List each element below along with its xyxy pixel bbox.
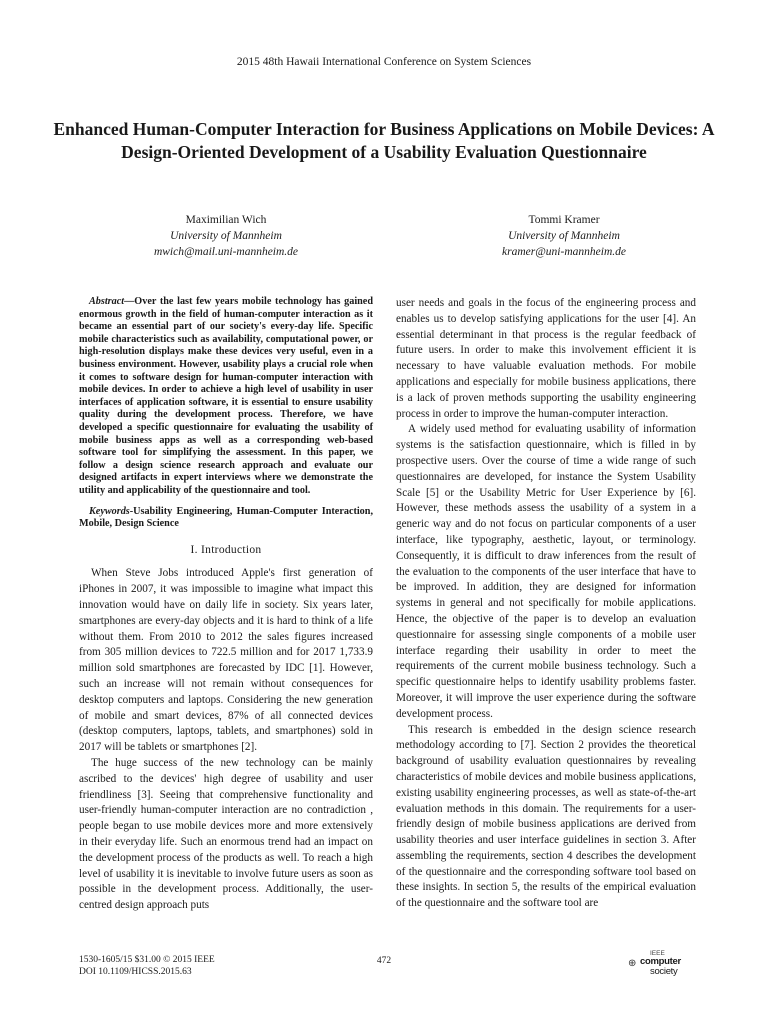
ieee-computer-society-logo <box>628 950 708 980</box>
author-block-1 <box>76 212 376 260</box>
paragraph: A widely used method for evaluating usability of information systems is the satisfaction questionnaire, which is filled in by prospective users. Over the course of time a wide range of such questionnaires are developed, for instance the System Usability Scale [5] or the Usability Metric for User Experience by [6]. However, these methods assess the usability of a system in a generic way and do not focus on particular components of a user interface, like typography, aesthetic, layout, or terminology. Consequently, it is difficult to draw inferences from the result of the evaluation to the components of the user interface that have to be improved. In addition, they are designed for information systems in general and not specifically for mobile applications. Hence, the objective of the paper is to develop an evaluation questionnaire for assessing single components of a mobile user interface regarding their usability in order to meet the requirements of the current mobile business technology. Such a specific questionnaire helps to identify usability problems faster. Moreover, it will improve the user experience during the software development process. <box>396 423 696 720</box>
author-block-2 <box>414 212 714 260</box>
issn-line: 1530-1605/15 $31.00 © 2015 IEEE <box>79 955 215 965</box>
paragraph: This research is embedded in the design science research methodology according to [7]. Section 2 provides the theoretical background of usability evaluation questionnaires by revealing characteristics of mobile devices and mobile business applications, existing usability engineering processes, as well as state-of-the-art evaluation methods in this domain. The requirements for a user-friendly design of mobile business applications are derived from usability theories and user interface guidelines in section 3. After assembling the requirements, section 4 describes the development of the questionnaire and the corresponding software tool based on these insights. In section 5, the results of the empirical evaluation of the questionnaire and the software tool are <box>396 723 696 910</box>
section-heading: I. Introduction <box>190 543 262 556</box>
logo-ieee-text: IEEE <box>650 950 665 957</box>
keywords <box>79 506 373 531</box>
keywords-text: -Usability Engineering, Human-Computer Interaction, Mobile, Design Science <box>79 505 373 530</box>
author-email: mwich@mail.uni-mannheim.de <box>153 246 299 258</box>
paragraph: The huge success of the new technology can be mainly ascribed to the devices' high degree of usability and user friendliness [3]. Seeing that comprehensive functionality and user-friendly human-computer interaction are no contradiction , people began to use mobile devices more and more extensively in their everyday life. Such an enormous trend had an impact on the development process of the products as well. To reach a high level of usability it is inevitable to involve future users as soon as possible in the development process. Additionally, the user-centred design approach puts <box>79 757 373 912</box>
logo-computer-text: computer <box>640 956 681 967</box>
paragraph: When Steve Jobs introduced Apple's first generation of iPhones in 2007, it was impossible to imagine what impact this innovation would have on daily life in society. Six years later, smartphones are every-day objects and it is hard to think of a life without them. From 2010 to 2012 the sales figures increased from 305 million devices to 722.5 million and for 2017 1,733.9 million sold smartphones are forecasted by IDC [1]. However, such an increase will not remain without consequences for desktop computers and laptops. Considering the new generation of mobile and smart devices, 87% of all connected devices (desktop computers, laptops, tablets, and smartphones) sold in 2017 will be tablets or smartphones [2]. <box>79 567 373 754</box>
author-name: Maximilian Wich <box>185 214 267 226</box>
logo-society-text: society <box>650 966 678 977</box>
conference-header: 2015 48th Hawaii International Conference on System Sciences <box>236 56 532 68</box>
author-name: Tommi Kramer <box>528 214 600 226</box>
paragraph: user needs and goals in the focus of the engineering process and enables us to develop satisfying applications for the user [4]. An essential determinant in that process is the regular feedback of future users. In order to make this involvement efficient it is necessary to have valuable evaluation methods. For mobile applications and especially for mobile business applications, there is a lack of proven methods supporting the usability engineering process in order to improve the human-computer interaction. <box>396 297 696 420</box>
paper-title: Enhanced Human-Computer Interaction for Business Applications on Mobile Devices: A Design-Oriented Development of a Usability Evaluation Questionnaire <box>53 119 715 162</box>
author-affiliation: University of Mannheim <box>508 230 620 242</box>
ieee-cs-logo-icon: ⊕ <box>628 958 637 969</box>
abstract <box>79 296 373 498</box>
left-column <box>79 296 373 914</box>
right-column <box>396 296 696 912</box>
abstract-text: —Over the last few years mobile technology has gained enormous growth in the field of human-computer interaction as it became an essential part of our society's every-day life. Specific mobile characteristics such as availability, computational power, or high-resolution displays make these devices very useful, even in a business environment. However, usability plays a crucial role when it comes to software design for human-computer interaction with mobile devices. In order to achieve a high level of usability in user interfaces of application software, it is essential to ensure usability quality during the development process. Therefore, we have developed a specific questionnaire for evaluating the usability of mobile business apps as well as a corresponding web-based software tool for simplifying the assessment. In this paper, we follow a design science research approach and evaluate our designed artifacts in expert interviews where we demonstrate the utility and applicability of the questionnaire and tool. <box>79 296 373 496</box>
doi-line: DOI 10.1109/HICSS.2015.63 <box>79 967 192 977</box>
abstract-lead: Abstract <box>89 296 125 307</box>
page-number: 472 <box>376 956 392 966</box>
author-email: kramer@uni-mannheim.de <box>502 246 626 258</box>
author-affiliation: University of Mannheim <box>170 230 282 242</box>
keywords-lead: Keywords <box>89 505 130 517</box>
